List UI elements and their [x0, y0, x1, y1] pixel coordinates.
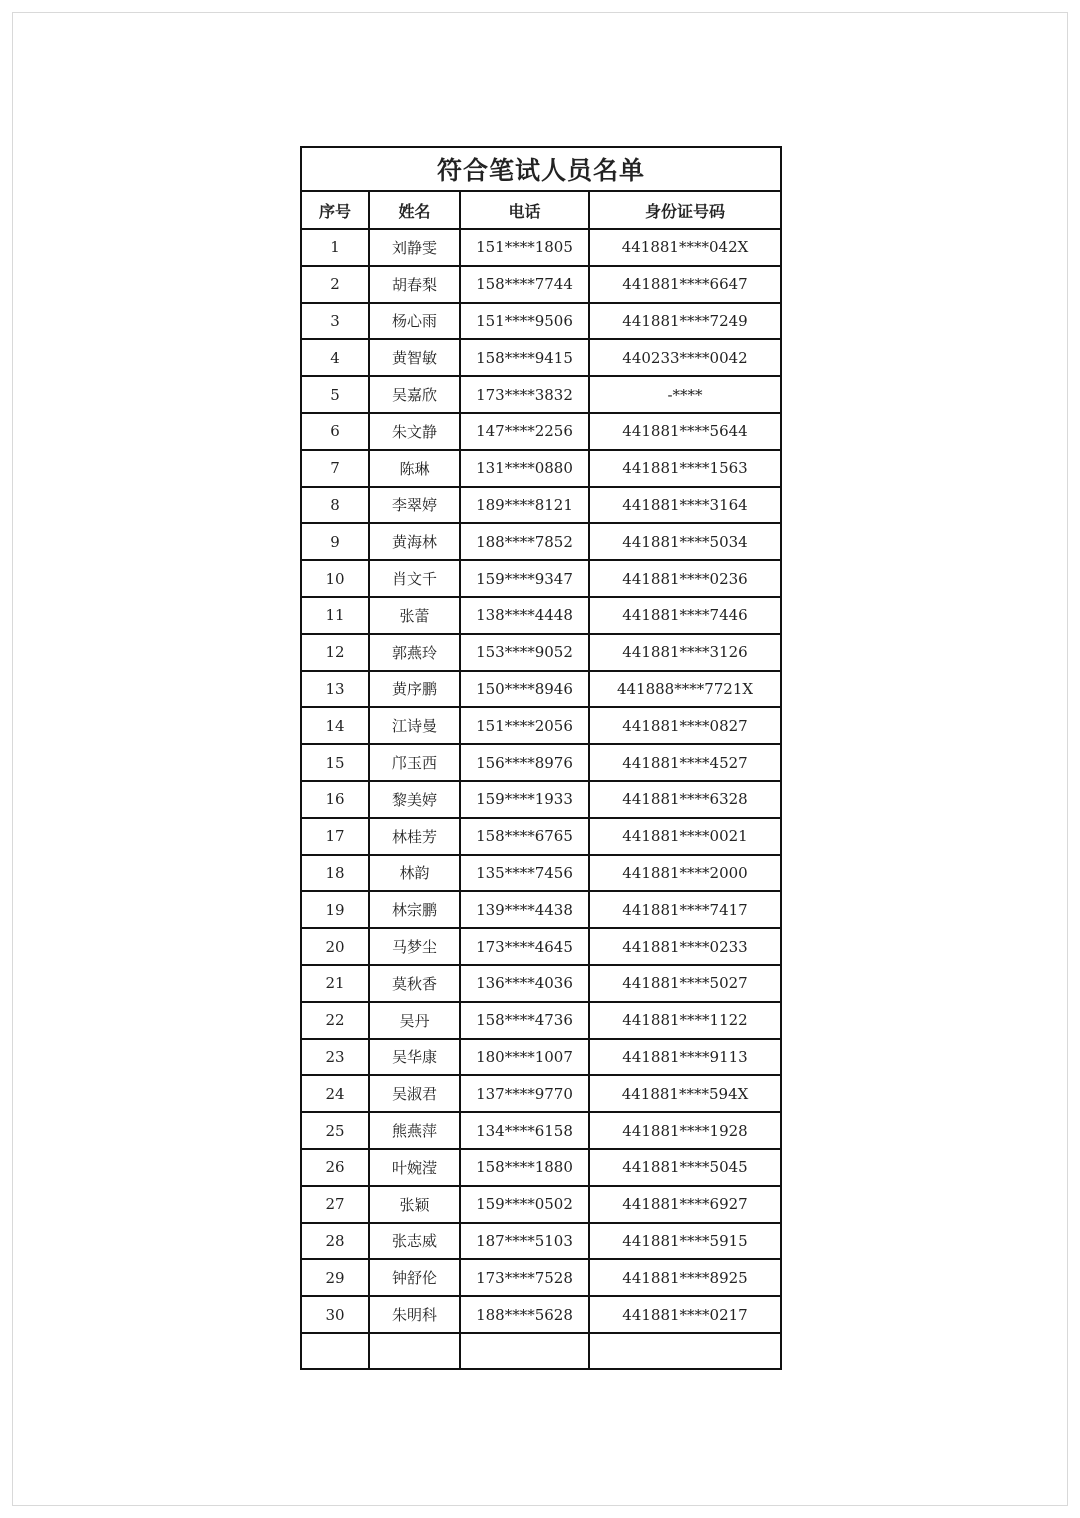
cell-id-number: 441881****7249 — [589, 303, 781, 340]
table-row — [301, 707, 781, 744]
cell-index: 24 — [301, 1075, 369, 1112]
cell-index: 8 — [301, 487, 369, 524]
cell-name: 林韵 — [369, 855, 460, 892]
table-row — [301, 597, 781, 634]
cell-name: 张蕾 — [369, 597, 460, 634]
cell-name: 吴淑君 — [369, 1075, 460, 1112]
table-row — [301, 1039, 781, 1076]
cell-name: 吴嘉欣 — [369, 376, 460, 413]
cell-id-number: 441888****7721X — [589, 671, 781, 708]
table-row — [301, 1296, 781, 1333]
cell-id-number: 441881****6328 — [589, 781, 781, 818]
table-body — [301, 229, 781, 1369]
cell-id-number: 441881****1122 — [589, 1002, 781, 1039]
table-row — [301, 1112, 781, 1149]
cell-id-number: 441881****8925 — [589, 1259, 781, 1296]
table-row — [301, 1186, 781, 1223]
table-row — [301, 965, 781, 1002]
table-row — [301, 928, 781, 965]
cell-phone: 136****4036 — [460, 965, 589, 1002]
cell-name: 胡春梨 — [369, 266, 460, 303]
cell-phone: 159****0502 — [460, 1186, 589, 1223]
cell-name: 李翠婷 — [369, 487, 460, 524]
cell-name: 林宗鹏 — [369, 891, 460, 928]
cell-index: 11 — [301, 597, 369, 634]
cell-phone: 188****7852 — [460, 523, 589, 560]
cell-name: 莫秋香 — [369, 965, 460, 1002]
empty-cell — [589, 1333, 781, 1369]
cell-phone: 137****9770 — [460, 1075, 589, 1112]
table-row — [301, 781, 781, 818]
cell-index: 3 — [301, 303, 369, 340]
table-row — [301, 450, 781, 487]
empty-row — [301, 1333, 781, 1369]
cell-index: 12 — [301, 634, 369, 671]
cell-phone: 138****4448 — [460, 597, 589, 634]
cell-phone: 158****4736 — [460, 1002, 589, 1039]
cell-phone: 187****5103 — [460, 1223, 589, 1260]
cell-name: 吴丹 — [369, 1002, 460, 1039]
cell-name: 邝玉西 — [369, 744, 460, 781]
cell-id-number: 441881****594X — [589, 1075, 781, 1112]
cell-name: 陈琳 — [369, 450, 460, 487]
table-row — [301, 891, 781, 928]
column-header-name: 姓名 — [369, 191, 460, 229]
cell-index: 22 — [301, 1002, 369, 1039]
table-row — [301, 855, 781, 892]
cell-phone: 139****4438 — [460, 891, 589, 928]
table-row — [301, 1149, 781, 1186]
cell-index: 10 — [301, 560, 369, 597]
cell-phone: 150****8946 — [460, 671, 589, 708]
cell-phone: 147****2256 — [460, 413, 589, 450]
cell-id-number: 441881****5027 — [589, 965, 781, 1002]
cell-index: 23 — [301, 1039, 369, 1076]
cell-phone: 173****3832 — [460, 376, 589, 413]
cell-phone: 173****4645 — [460, 928, 589, 965]
cell-name: 叶婉滢 — [369, 1149, 460, 1186]
table-row — [301, 339, 781, 376]
cell-index: 16 — [301, 781, 369, 818]
cell-id-number: 441881****5644 — [589, 413, 781, 450]
table-row — [301, 744, 781, 781]
cell-name: 刘静雯 — [369, 229, 460, 266]
cell-index: 5 — [301, 376, 369, 413]
cell-index: 6 — [301, 413, 369, 450]
cell-name: 肖文千 — [369, 560, 460, 597]
cell-id-number: 441881****7446 — [589, 597, 781, 634]
table-row — [301, 487, 781, 524]
cell-id-number: 441881****3126 — [589, 634, 781, 671]
cell-name: 江诗曼 — [369, 707, 460, 744]
table-row — [301, 229, 781, 266]
cell-index: 18 — [301, 855, 369, 892]
cell-phone: 151****1805 — [460, 229, 589, 266]
table-row — [301, 413, 781, 450]
cell-index: 4 — [301, 339, 369, 376]
cell-id-number: 441881****9113 — [589, 1039, 781, 1076]
cell-phone: 159****1933 — [460, 781, 589, 818]
column-header-phone: 电话 — [460, 191, 589, 229]
cell-index: 30 — [301, 1296, 369, 1333]
cell-index: 29 — [301, 1259, 369, 1296]
cell-name: 郭燕玲 — [369, 634, 460, 671]
table-title: 符合笔试人员名单 — [301, 147, 781, 191]
cell-phone: 158****1880 — [460, 1149, 589, 1186]
cell-phone: 180****1007 — [460, 1039, 589, 1076]
cell-id-number: 441881****4527 — [589, 744, 781, 781]
cell-phone: 134****6158 — [460, 1112, 589, 1149]
table-row — [301, 303, 781, 340]
cell-id-number: 441881****0236 — [589, 560, 781, 597]
cell-id-number: 441881****0233 — [589, 928, 781, 965]
cell-phone: 131****0880 — [460, 450, 589, 487]
cell-name: 黄智敏 — [369, 339, 460, 376]
column-header-index: 序号 — [301, 191, 369, 229]
cell-phone: 151****2056 — [460, 707, 589, 744]
table-row — [301, 671, 781, 708]
cell-index: 21 — [301, 965, 369, 1002]
cell-name: 黄海林 — [369, 523, 460, 560]
column-header-id-number: 身份证号码 — [589, 191, 781, 229]
cell-name: 张颖 — [369, 1186, 460, 1223]
candidate-table — [300, 146, 782, 1370]
cell-index: 19 — [301, 891, 369, 928]
cell-id-number: 441881****5045 — [589, 1149, 781, 1186]
table-row — [301, 1223, 781, 1260]
cell-index: 14 — [301, 707, 369, 744]
cell-name: 黎美婷 — [369, 781, 460, 818]
cell-index: 15 — [301, 744, 369, 781]
cell-name: 吴华康 — [369, 1039, 460, 1076]
cell-phone: 158****7744 — [460, 266, 589, 303]
cell-name: 杨心雨 — [369, 303, 460, 340]
cell-index: 27 — [301, 1186, 369, 1223]
cell-index: 7 — [301, 450, 369, 487]
cell-id-number: -**** — [589, 376, 781, 413]
cell-phone: 158****9415 — [460, 339, 589, 376]
cell-name: 朱明科 — [369, 1296, 460, 1333]
cell-name: 黄序鹏 — [369, 671, 460, 708]
cell-name: 张志威 — [369, 1223, 460, 1260]
table-row — [301, 560, 781, 597]
cell-id-number: 441881****7417 — [589, 891, 781, 928]
empty-cell — [460, 1333, 589, 1369]
cell-id-number: 441881****5915 — [589, 1223, 781, 1260]
cell-name: 林桂芳 — [369, 818, 460, 855]
cell-id-number: 441881****1928 — [589, 1112, 781, 1149]
cell-index: 9 — [301, 523, 369, 560]
cell-index: 2 — [301, 266, 369, 303]
cell-index: 17 — [301, 818, 369, 855]
cell-id-number: 441881****6647 — [589, 266, 781, 303]
cell-phone: 156****8976 — [460, 744, 589, 781]
table-row — [301, 634, 781, 671]
cell-id-number: 440233****0042 — [589, 339, 781, 376]
table-row — [301, 1002, 781, 1039]
cell-index: 28 — [301, 1223, 369, 1260]
cell-id-number: 441881****1563 — [589, 450, 781, 487]
cell-id-number: 441881****5034 — [589, 523, 781, 560]
cell-phone: 153****9052 — [460, 634, 589, 671]
cell-id-number: 441881****6927 — [589, 1186, 781, 1223]
cell-id-number: 441881****042X — [589, 229, 781, 266]
cell-index: 1 — [301, 229, 369, 266]
cell-phone: 173****7528 — [460, 1259, 589, 1296]
cell-phone: 188****5628 — [460, 1296, 589, 1333]
table-row — [301, 266, 781, 303]
cell-name: 朱文静 — [369, 413, 460, 450]
table-row — [301, 523, 781, 560]
cell-phone: 189****8121 — [460, 487, 589, 524]
cell-index: 20 — [301, 928, 369, 965]
cell-name: 熊燕萍 — [369, 1112, 460, 1149]
table-row — [301, 1259, 781, 1296]
cell-phone: 151****9506 — [460, 303, 589, 340]
cell-id-number: 441881****0217 — [589, 1296, 781, 1333]
cell-index: 26 — [301, 1149, 369, 1186]
cell-phone: 158****6765 — [460, 818, 589, 855]
cell-index: 13 — [301, 671, 369, 708]
empty-cell — [369, 1333, 460, 1369]
cell-id-number: 441881****3164 — [589, 487, 781, 524]
cell-name: 钟舒伦 — [369, 1259, 460, 1296]
cell-phone: 135****7456 — [460, 855, 589, 892]
cell-id-number: 441881****0021 — [589, 818, 781, 855]
cell-name: 马梦尘 — [369, 928, 460, 965]
cell-index: 25 — [301, 1112, 369, 1149]
cell-phone: 159****9347 — [460, 560, 589, 597]
cell-id-number: 441881****0827 — [589, 707, 781, 744]
table-row — [301, 1075, 781, 1112]
cell-id-number: 441881****2000 — [589, 855, 781, 892]
empty-cell — [301, 1333, 369, 1369]
table-row — [301, 376, 781, 413]
table-row — [301, 818, 781, 855]
